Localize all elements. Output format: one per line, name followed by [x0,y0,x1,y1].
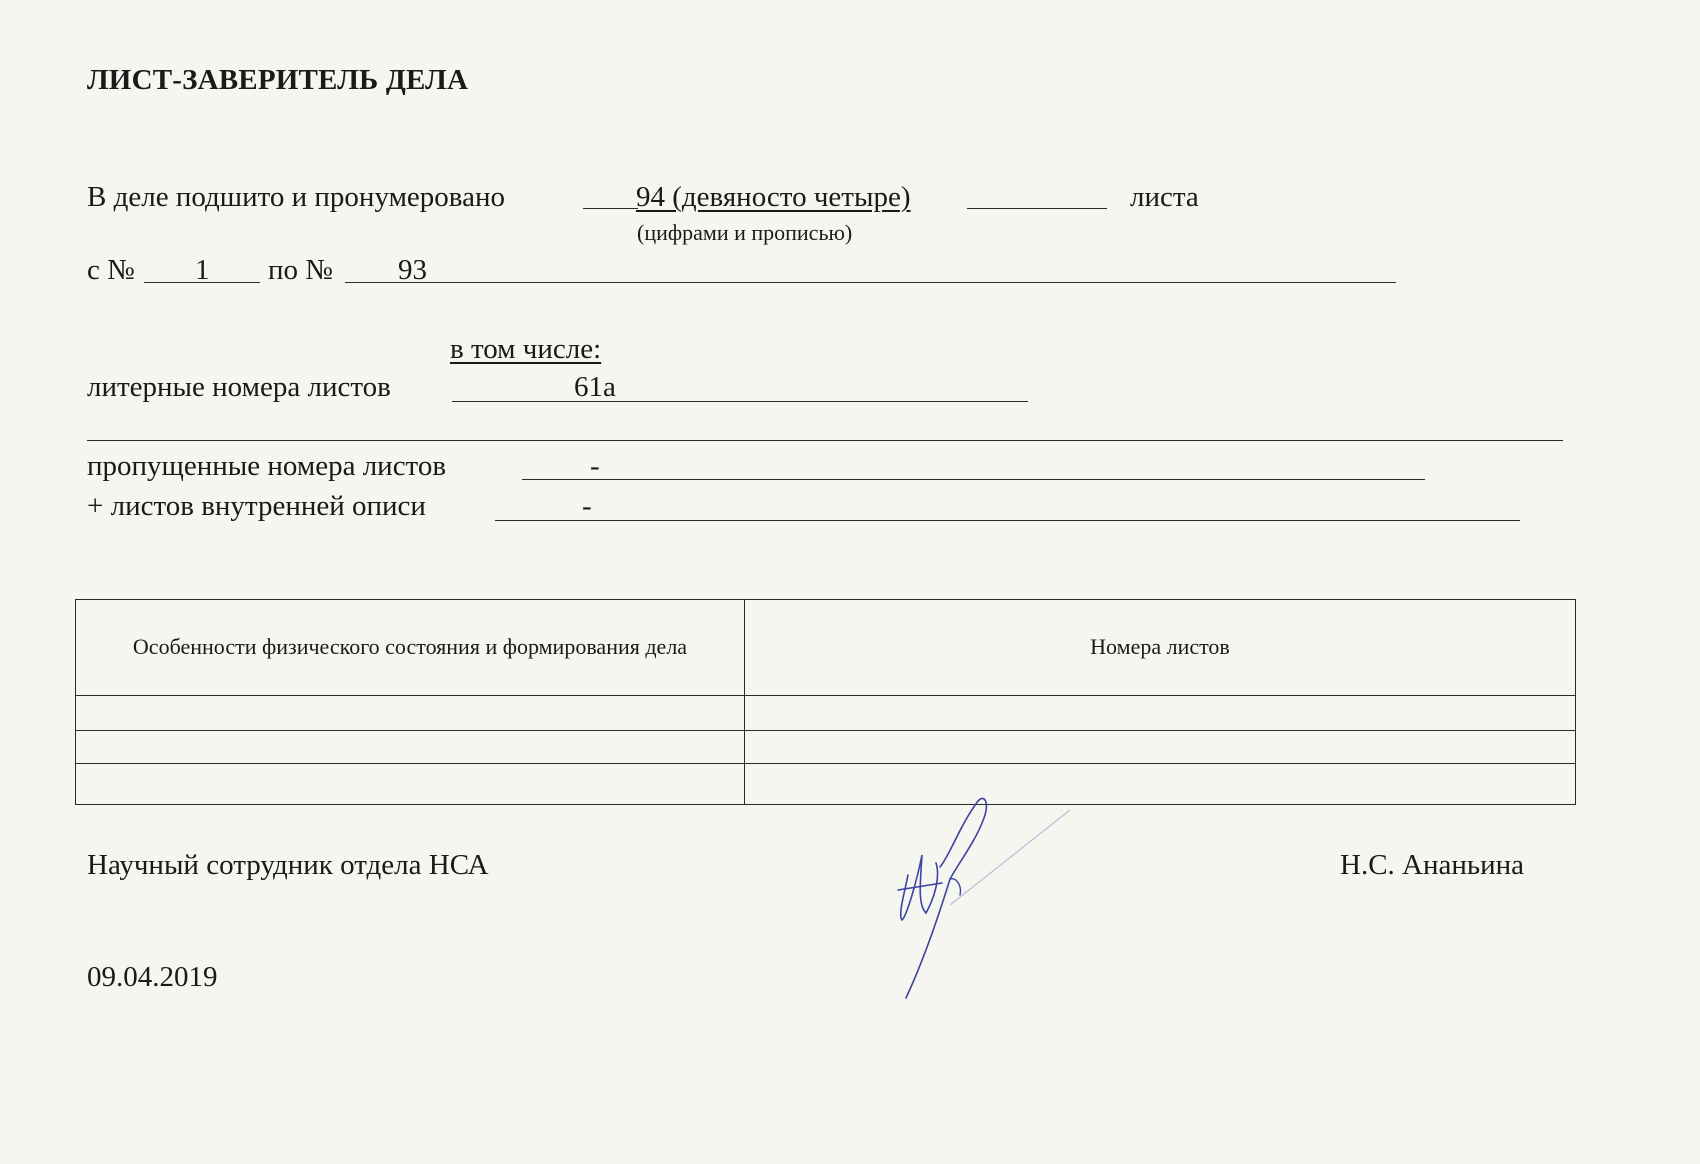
table-row [76,764,1576,805]
signer-name: Н.С. Ананьина [1340,849,1525,881]
table-header-row [76,600,1576,696]
range-from-label: с № [87,254,135,286]
sheets-value: 94 (девяносто четыре) [636,181,911,213]
signer-position: Научный сотрудник отдела НСА [87,849,489,881]
blank-line [87,440,1563,441]
inner-inventory-value: - [582,490,592,522]
letter-numbers-label: литерные номера листов [87,371,391,403]
table-row [76,731,1576,764]
sheets-underline-left [583,208,638,209]
letter-numbers-value: 61а [574,371,616,403]
sheets-hint: (цифрами и прописью) [637,220,853,245]
including-label: в том числе: [450,333,602,365]
range-to-value: 93 [398,254,427,286]
table-header-sheet-numbers: Номера листов [745,600,1576,696]
range-to-label: по № [268,254,333,286]
table-cell [745,731,1576,764]
missing-numbers-value: - [590,450,600,482]
table-header-condition: Особенности физического состояния и формирования дела [76,600,745,696]
inner-inventory-label: + листов внутренней описи [87,490,426,522]
sheets-underline-right [967,208,1107,209]
missing-numbers-label: пропущенные номера листов [87,450,447,482]
range-from-value: 1 [195,254,210,286]
table-row [76,696,1576,731]
condition-table [75,599,1576,805]
letter-numbers-underline [452,401,1028,402]
sheets-suffix: листа [1130,181,1199,213]
table-cell [76,696,745,731]
table-cell [745,696,1576,731]
table-cell [76,764,745,805]
handwritten-signature [890,795,1090,1005]
missing-numbers-underline [522,479,1425,480]
signature-date: 09.04.2019 [87,961,218,993]
table-cell [76,731,745,764]
table-cell [745,764,1576,805]
document-title: ЛИСТ-ЗАВЕРИТЕЛЬ ДЕЛА [87,64,469,96]
inner-inventory-underline [495,520,1520,521]
range-to-underline [345,282,1396,283]
sheets-prefix: В деле подшито и пронумеровано [87,181,505,213]
